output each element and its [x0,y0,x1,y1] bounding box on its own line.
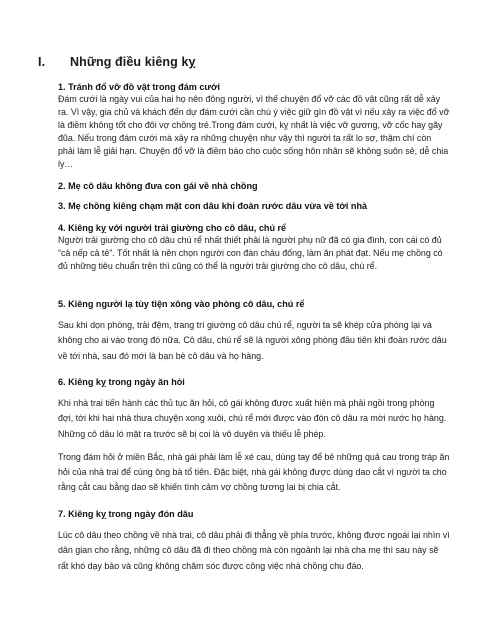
section-2 [58,180,450,192]
section-5 [58,298,450,364]
paragraph: Sau khi dọn phòng, trải đệm, trang trí giường cô dâu chú rể, người ta sẽ khép cửa phòng lại và không cho ai vào trong đó nữa. Cô dâu, chú rể sẽ là người xông phòng đầu tiên khi đoàn rước dâu về tới nhà, sau đó mới là bạn bè cô dâu và họ hàng. [58,320,447,361]
section-1 [58,81,450,172]
section-3 [58,200,450,212]
section-body [58,396,450,496]
section-6 [58,376,450,496]
paragraph: Khi nhà trai tiến hành các thủ tục ăn hỏi, cô gái không được xuất hiện mà phải ngồi trong phòng đợi, tới khi hai nhà thưa chuyện xong xuôi, chú rể mới được vào đón cô dâu ra mời nước họ hàng. Những cô dâu ló mặt ra trước sẽ bị coi là vô duyên và thiếu lễ phép. [58,398,447,439]
section-title: 3. Mẹ chồng kiêng chạm mặt con dâu khi đoàn rước dâu vừa về tới nhà [58,201,368,211]
paragraph: Lúc cô dâu theo chồng về nhà trai, cô dâu phải đi thẳng về phía trước, không được ngoái lại nhìn vì dân gian cho rằng, những cô dâu đã đi theo chồng mà còn ngoảnh lại nhà cha mẹ thì sau này sẽ rất khó dạy bảo và cũng không chăm sóc được công việc nhà chồng chu đáo. [58,530,450,571]
paragraph: Đám cưới là ngày vui của hai họ nên đông người, vì thế chuyện đổ vỡ các đồ vật cũng rất dễ xảy ra. Vì vậy, gia chủ và khách đến dự đám cưới cần chú ý việc giữ gìn đồ vật vì nếu xảy ra việc đổ vỡ là điềm không tốt cho đôi vợ chồng trẻ.Trong đám cưới, kỵ nhất là việc vỡ gương, vỡ cốc hay gãy đũa. Nếu trong đám cưới mà xảy ra những chuyện như vậy thì người ta rất lo sợ, thậm chí còn phải làm lễ giải hạn. Chuyện đổ vỡ là điềm báo cho cuộc sống hôn nhân sẽ không suôn sẻ, dễ chia ly… [58,94,450,170]
section-title: 4. Kiêng kỵ với người trải giường cho cô dâu, chú rể [58,223,287,233]
section-body [58,528,450,574]
heading-title: Những điều kiêng kỵ [70,55,196,69]
section-7 [58,508,450,574]
main-heading [38,55,196,69]
paragraph: Trong đám hỏi ở miền Bắc, nhà gái phải làm lễ xé cau, dùng tay để bẻ những quả cau trong tráp ăn hỏi của nhà trai để cúng ông bà tổ tiên. Đặc biệt, nhà gái không được dùng dao cắt vì người ta cho rằng cắt cau bằng dao sẽ khiến tình cảm vợ chồng tương lai bị chia cắt. [58,451,450,493]
section-body [58,318,450,364]
section-body [58,93,450,172]
section-title: 1. Tránh đổ vỡ đồ vật trong đám cưới [58,82,221,92]
section-title: 7. Kiêng kỵ trong ngày đón dâu [58,509,194,519]
section-title: 5. Kiêng người lạ tùy tiện xông vào phòng cô dâu, chú rể [58,299,305,309]
paragraph: Người trải giường cho cô dâu chú rể nhất thiết phải là người phụ nữ đã có gia đình, con cái có đủ “cả nếp cả tẻ”. Tốt nhất là nên chọn người con đàn cháu đống, làm ăn phát đạt. Nếu mẹ chồng có đủ những tiêu chuẩn trên thì cũng có thể là người trải giường cho cô dâu, chú rể. [58,235,443,272]
heading-number: I. [38,55,46,69]
section-body [58,234,450,273]
section-title: 2. Mẹ cô dâu không đưa con gái về nhà chồng [58,181,258,191]
section-4 [58,222,450,273]
section-title: 6. Kiêng kỵ trong ngày ăn hỏi [58,377,185,387]
